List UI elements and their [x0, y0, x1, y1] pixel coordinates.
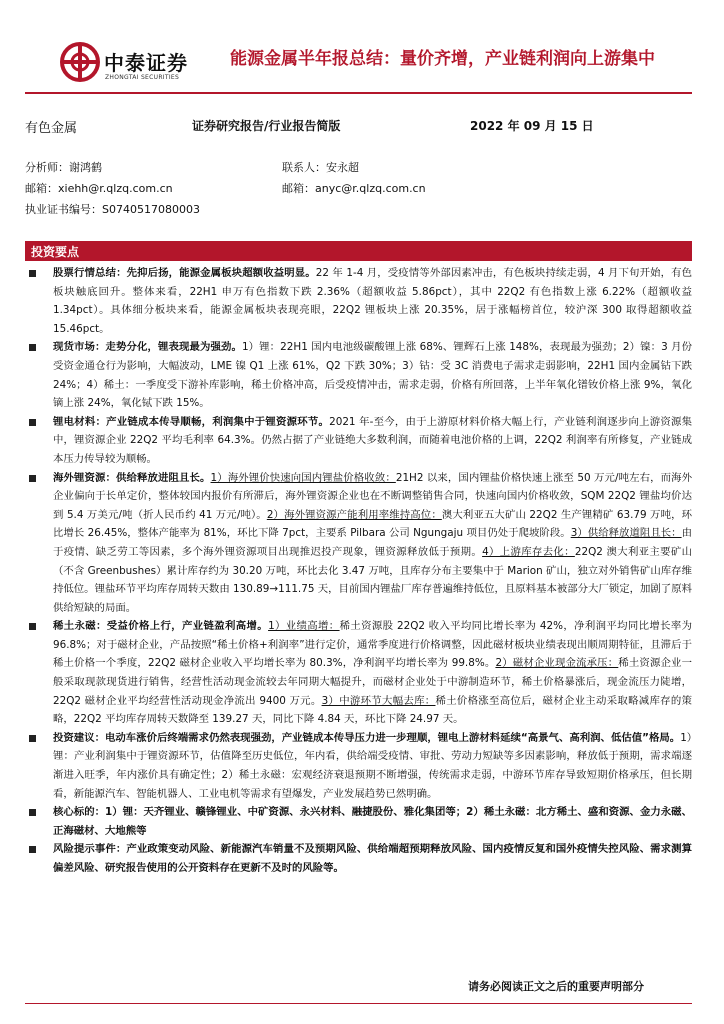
contact-email: 邮箱：anyc@r.qlzq.com.cn [282, 182, 426, 195]
logo-text-cn: 中泰证券 [104, 51, 188, 75]
bullet-square-icon [29, 846, 36, 853]
subpoint-text: 稀土价格涨至高位后，磁材企业主动采取略减库存的策略，22Q2 平均库存周转天数降至 139.27 天，同比下降 4.84 天，环比下降 24.97 天。 [53, 694, 692, 726]
bullet-body: 2021 年-至今，由于上游原材料价格大幅上行，产业链利润逐步向上游资源集中，锂资源企业 22Q2 平均毛利率 64.3%。仍然占据了产业链绝大多数利润，而随着电池价格的上调，22Q2 利润率有所修复，产业链成本压力传导较为顺畅。 [53, 415, 692, 465]
bullet-risk-warning [25, 840, 692, 877]
subpoint-text: 稀土资源企业一般采取现款现货进行销售，经营性活动现金流较去年同期大幅提升，而磁材企业处于中游制造环节，稀土价格暴涨后，现金流压力陡增，22Q2 磁材企业平均经营性活动现金净流出 9400 万元。 [53, 657, 693, 707]
subpoint-text: 稀土资源股 22Q2 收入平均同比增长率为 42%，净利润平均同比增长率为 96.8%；对于磁材企业，产品按照“稀土价格+利润率”进行定价，通常季度进行价格调整，因此磁材板块业绩表现出顺周期特征，且滞后于稀土价格一个季度，22Q2 磁材企业收入平均增长率为 80.3%，净利润平均增长率为 99.8%。 [53, 620, 692, 670]
subpoint-label: 2）海外锂资源产能利用率维持高位： [266, 508, 442, 521]
bullet-square-icon [29, 475, 36, 482]
footer-disclaimer: 请务必阅读正文之后的重要声明部分 [468, 980, 644, 993]
subpoint-label: 3）中游环节大幅去库： [321, 694, 436, 707]
section-title: 投资要点 [31, 245, 80, 259]
report-type: 证券研究报告/行业报告简版 [192, 119, 341, 133]
subpoint-text: 21H2 以来，国内锂盐价格快速上涨至 50 万元/吨左右，而海外企业偏向于长单定价，整体较国内报价有所滞后，海外锂资源企业也在不断调整销售合同，快速向国内价格收敛，SQM 22Q2 锂盐均价达到 5.4 万美元/吨（折人民币约 41 万元/吨）。 [53, 471, 693, 521]
analyst-name: 分析师：谢鸿鹤 [25, 161, 102, 174]
report-title: 能源金属半年报总结：量价齐增，产业链利润向上游集中 [230, 49, 655, 69]
bullet-investment-advice [25, 729, 692, 803]
bullet-square-icon [29, 623, 36, 630]
subpoint-text: 22Q2 澳大利亚主要矿山（不含 Greenbushes）累计库存约为 30.20 万吨，环比去化 3.47 万吨，且库存分布主要集中于 Marion 矿山，独立对外销售矿山库存维持低位。锂盐环节平均库存周转天数由 130.89→111.75 天，目前国内锂盐厂库存普遍维持低位，且原料基本被部分大厂锁定，加剧了原料供给短缺的局面。 [53, 545, 692, 614]
bullet-body: 22 年 1-4 月，受疫情等外部因素冲击，有色板块持续走弱，4 月下旬开始，有色板块触底回升。整体来看，22H1 申万有色指数下跌 2.36%（超额收益 5.86pct），其中 22Q2 有色指数上涨 6.22%（超额收益 1.34pct）。具体细分板块来看，能源金属板块表现亮眼，22Q2 锂板块上涨 20.35%，居于涨幅榜首位，较沪深 300 取得超额收益 15.46pct。 [53, 267, 692, 335]
bullet-spot-market [25, 338, 692, 412]
bullet-lead: 现货市场：走势分化，锂表现最为强劲。 [53, 341, 242, 354]
bullet-lead: 风险提示事件：产业政策变动风险、新能源汽车销量不及预期风险、供给端超预期释放风险、国内疫情反复和国外疫情失控风险、需求测算偏差风险、研究报告使用的公开资料存在更新不及时的风险等。 [53, 843, 692, 874]
report-date: 2022 年 09 月 15 日 [470, 119, 594, 133]
bullet-body: 1）锂：产业利润集中于锂资源环节，估值降至历史低位，年内看，供给端受疫情、审批、劳动力短缺等多因素影响，释放低于预期，需求端逐渐进入旺季，年内涨价具有确定性；2）稀土永磁：宏观经济衰退预期不断增强，传统需求走弱，中游环节库存导致短期价格承压，但长期看，新能源汽车、智能机器人、工业电机等需求有望爆发，产业发展趋势已然明确。 [53, 731, 692, 800]
bullet-lead: 核心标的：1）锂：天齐锂业、赣锋锂业、中矿资源、永兴材料、融捷股份、雅化集团等；2）稀土永磁：北方稀土、盛和资源、金力永磁、正海磁材、大地熊等 [53, 806, 692, 837]
bullet-lead: 股票行情总结：先抑后扬，能源金属板块超额收益明显。 [53, 267, 316, 279]
footer-divider [25, 1003, 692, 1004]
key-points-list [25, 264, 692, 878]
bullet-rare-earth [25, 617, 692, 729]
analyst-license: 执业证书编号：S0740517080003 [25, 203, 200, 216]
subpoint-label: 1）海外锂价快速向国内锂盐价格收敛： [210, 471, 396, 484]
bullet-square-icon [29, 735, 36, 742]
contact-name: 联系人：安永超 [282, 161, 359, 174]
subpoint-label: 2）磁材企业现金流承压： [495, 657, 619, 670]
bullet-battery-materials [25, 413, 692, 469]
bullet-square-icon [29, 809, 36, 816]
bullet-lead: 稀土永磁：受益价格上行，产业链盈利高增。 [53, 620, 269, 633]
bullet-overseas-lithium [25, 469, 692, 618]
bullet-lead: 海外锂资源：供给释放进阻且长。 [53, 471, 211, 484]
header-divider [25, 92, 692, 94]
subpoint-label: 1）业绩高增： [268, 620, 340, 633]
bullet-lead: 锂电材料：产业链成本传导顺畅，利润集中于锂资源环节。 [53, 415, 330, 428]
bullet-square-icon [29, 270, 36, 277]
analyst-email: 邮箱：xiehh@r.qlzq.com.cn [25, 182, 173, 195]
logo-text-en: ZHONGTAI SECURITIES [105, 74, 180, 81]
company-logo [60, 38, 210, 88]
subpoint-label: 3）供给释放道阻且长： [570, 527, 682, 540]
section-header-bar [25, 241, 692, 261]
subpoint-text: 澳大利亚五大矿山 22Q2 生产锂精矿 63.79 万吨，环比增长 26.45%，整体产能率为 81%，环比下降 7pct，主要系 Pilbara 公司 Ngungaju 项目仍处于爬坡阶段。 [53, 508, 692, 540]
bullet-square-icon [29, 419, 36, 426]
bullet-market-summary [25, 264, 692, 338]
zhongtai-logo-icon [60, 42, 100, 82]
bullet-square-icon [29, 344, 36, 351]
industry-label: 有色金属 [25, 121, 78, 136]
bullet-lead: 投资建议：电动车涨价后终端需求仍然表现强劲，产业链成本传导压力进一步理顺，锂电上游材料延续“高景气、高利润、低估值”格局。 [53, 731, 681, 744]
subpoint-label: 4）上游库存去化： [482, 545, 575, 558]
report-header [60, 38, 680, 88]
bullet-core-targets [25, 803, 692, 840]
bullet-body: 1）锂：22H1 国内电池级碳酸锂上涨 68%、锂辉石上涨 148%，表现最为强劲；2）镍：3 月份受资金通仓行为影响，大幅波动，LME 镍 Q1 上涨 61%，Q2 下跌 30%；3）钴：受 3C 消费电子需求走弱影响，22H1 国内金属钴下跌 24%；4）稀土：一季度受下游补库影响，稀土价格冲高，后受疫情冲击，需求走弱，价格有所回落，上半年氧化镨钕价格上涨 9%，氧化镝上涨 24%，氧化铽下跌 15%。 [53, 341, 692, 410]
subpoint-text: 由于疫情、缺乏劳工等因素，多个海外锂资源项目出现推迟投产现象，锂资源释放低于预期。 [53, 527, 692, 558]
